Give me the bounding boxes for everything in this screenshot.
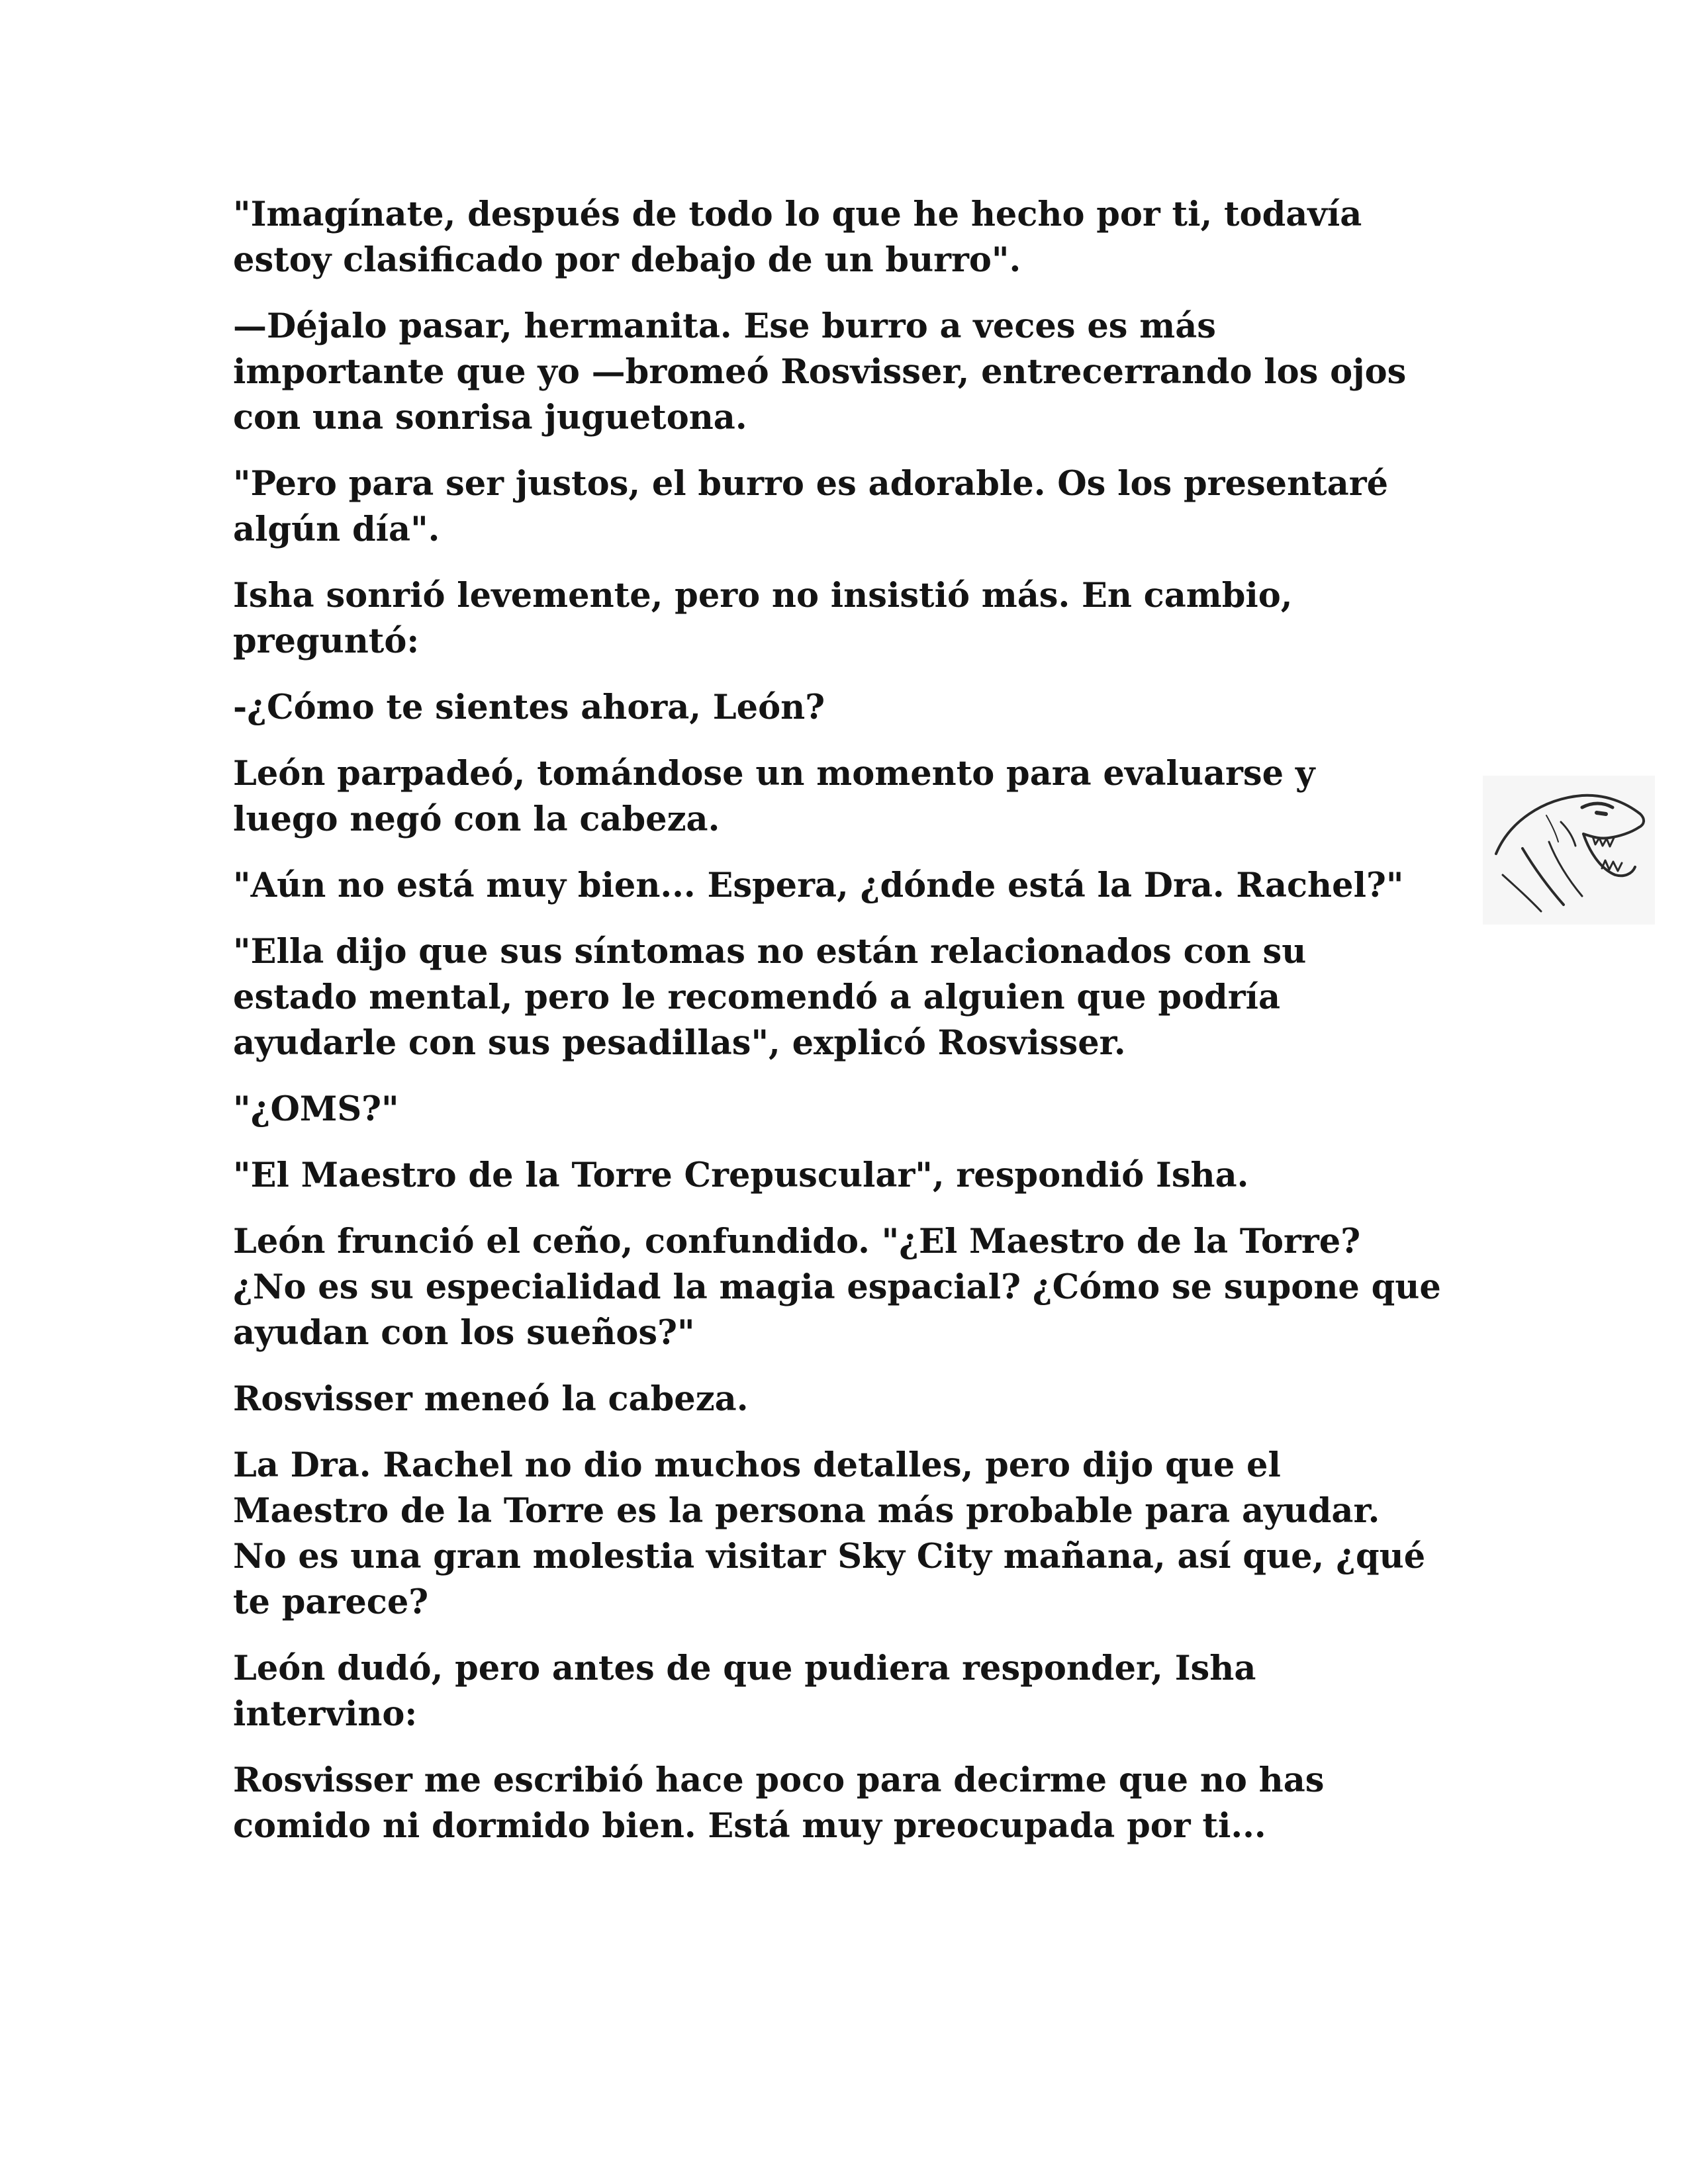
paragraph: Isha sonrió levemente, pero no insistió más. En cambio, preguntó:: [233, 576, 1293, 661]
paragraph: León dudó, pero antes de que pudiera responder, Isha intervino:: [233, 1649, 1256, 1734]
paragraph: -¿Cómo te sientes ahora, León?: [233, 688, 825, 727]
body-text: [233, 192, 1477, 1870]
paragraph: "¿OMS?": [233, 1089, 399, 1129]
paragraph: "Imagínate, después de todo lo que he hecho por ti, todavía estoy clasificado por debajo de un burro".: [233, 195, 1362, 280]
paragraph: "El Maestro de la Torre Crepuscular", respondió Isha.: [233, 1156, 1249, 1195]
paragraph: Rosvisser me escribió hace poco para decirme que no has comido ni dormido bien. Está muy preocupada por ti...: [233, 1760, 1325, 1846]
paragraph: La Dra. Rachel no dio muchos detalles, pero dijo que el Maestro de la Torre es la persona más probable para ayudar. No es una gran molestia visitar Sky City mañana, así que, ¿qué te parece?: [233, 1445, 1426, 1622]
dinosaur-head-sketch-icon: [1483, 776, 1655, 925]
paragraph: "Aún no está muy bien... Espera, ¿dónde está la Dra. Rachel?": [233, 866, 1404, 905]
paragraph: "Ella dijo que sus síntomas no están relacionados con su estado mental, pero le recomendó a alguien que podría ayudarle con sus pesadillas", explicó Rosvisser.: [233, 932, 1307, 1063]
paragraph: "Pero para ser justos, el burro es adorable. Os los presentaré algún día".: [233, 464, 1389, 549]
paragraph: —Déjalo pasar, hermanita. Ese burro a veces es más importante que yo —bromeó Rosvisser, entrecerrando los ojos con una sonrisa juguetona.: [233, 306, 1407, 437]
paragraph: Rosvisser meneó la cabeza.: [233, 1379, 749, 1419]
paragraph: León frunció el ceño, confundido. "¿El Maestro de la Torre? ¿No es su especialidad la magia espacial? ¿Cómo se supone que ayudan con los sueños?": [233, 1222, 1441, 1353]
paragraph: León parpadeó, tomándose un momento para evaluarse y luego negó con la cabeza.: [233, 754, 1315, 839]
